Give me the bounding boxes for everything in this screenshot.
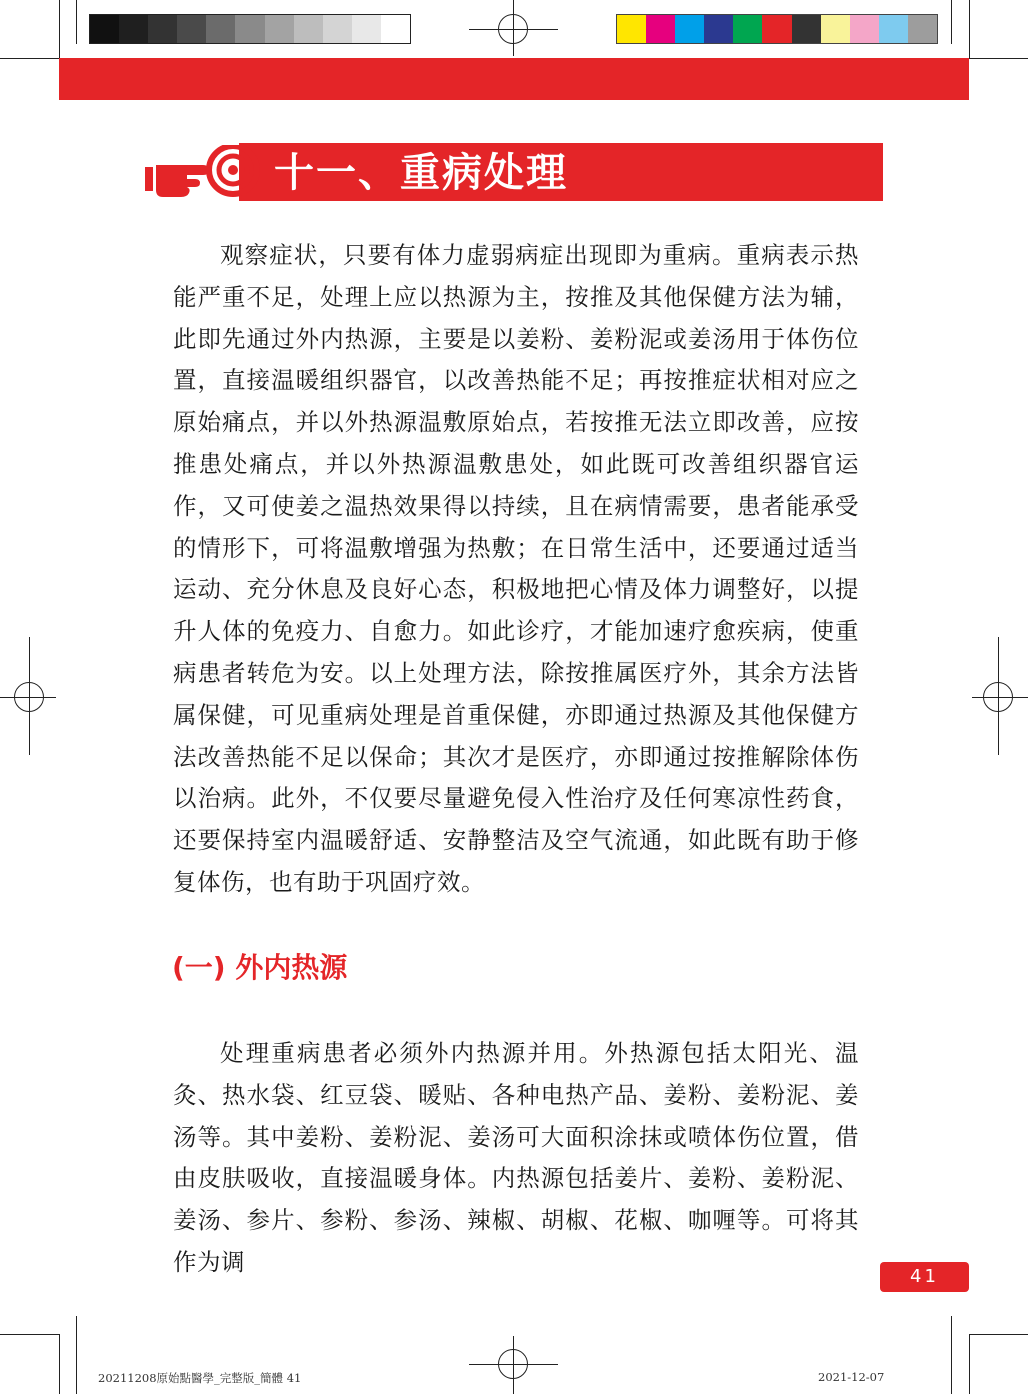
gray-swatch (206, 15, 235, 43)
body-paragraph: 观察症状，只要有体力虚弱病症出现即为重病。重病表示热能严重不足，处理上应以热源为主，按推及其他保健方法为辅，此即先通过外内热源，主要是以姜粉、姜粉泥或姜汤用于体伤位置，直接温暖组织器官，以改善热能不足；再按推症状相对应之原始痛点，并以外热源温敷原始点，若按推无法立即改善，应按推患处痛点，并以外热源温敷患处，如此既可改善组织器官运作，又可使姜之温热效果得以持续，且在病情需要，患者能承受的情形下，可将温敷增强为热敷；在日常生活中，还要通过适当运动、充分休息及良好心态，积极地把心情及体力调整好，以提升人体的免疫力、自愈力。如此诊疗，才能加速疗愈疾病，使重病患者转危为安。以上处理方法，除按推属医疗外，其余方法皆属保健，可见重病处理是首重保健，亦即通过热源及其他保健方法改善热能不足以保命；其次才是医疗，亦即通过按推解除体伤以治病。此外，不仅要尽量避免侵入性治疗及任何寒凉性药食，还要保持室内温暖舒适、安静整洁及空气流通，如此既有助于修复体伤，也有助于巩固疗效。 (173, 241, 859, 896)
gray-swatch (148, 15, 177, 43)
print-slug-file: 20211208原始點醫學_完整版_簡體 41 (98, 1371, 302, 1385)
color-swatch (762, 15, 791, 43)
gray-swatch (352, 15, 381, 43)
print-slug-date: 2021-12-07 (818, 1370, 885, 1384)
section-title: 十一、重病处理 (274, 150, 568, 196)
gray-swatch (235, 15, 264, 43)
color-swatch (792, 15, 821, 43)
color-swatch (879, 15, 908, 43)
color-swatch (733, 15, 762, 43)
subsection-heading: (一) 外内热源 (172, 951, 348, 984)
pointing-hand-target-icon (143, 145, 261, 201)
color-swatch (617, 15, 646, 43)
gray-swatch (90, 15, 119, 43)
gray-swatch (323, 15, 352, 43)
color-swatch (704, 15, 733, 43)
header-strip (59, 58, 969, 100)
body-paragraph: 处理重病患者必须外内热源并用。外热源包括太阳光、温灸、热水袋、红豆袋、暖贴、各种电热产品、姜粉、姜粉泥、姜汤等。其中姜粉、姜粉泥、姜汤可大面积涂抹或喷体伤位置，借由皮肤吸收，直接温暖身体。内热源包括姜片、姜粉、姜粉泥、姜汤、参片、参粉、参汤、辣椒、胡椒、花椒、咖喱等。可将其作为调 (173, 1039, 859, 1276)
color-swatch (675, 15, 704, 43)
grayscale-color-bar (89, 14, 411, 44)
color-swatch (908, 15, 937, 43)
registration-mark-icon (983, 682, 1013, 712)
registration-mark-icon (14, 682, 44, 712)
color-swatch (821, 15, 850, 43)
cmyk-color-bar (616, 14, 938, 44)
registration-mark-icon (498, 1349, 528, 1379)
registration-mark-icon (498, 14, 528, 44)
gray-swatch (265, 15, 294, 43)
color-swatch (646, 15, 675, 43)
page-number: 41 (880, 1262, 969, 1292)
gray-swatch (381, 15, 410, 43)
color-swatch (850, 15, 879, 43)
gray-swatch (119, 15, 148, 43)
gray-swatch (294, 15, 323, 43)
gray-swatch (177, 15, 206, 43)
